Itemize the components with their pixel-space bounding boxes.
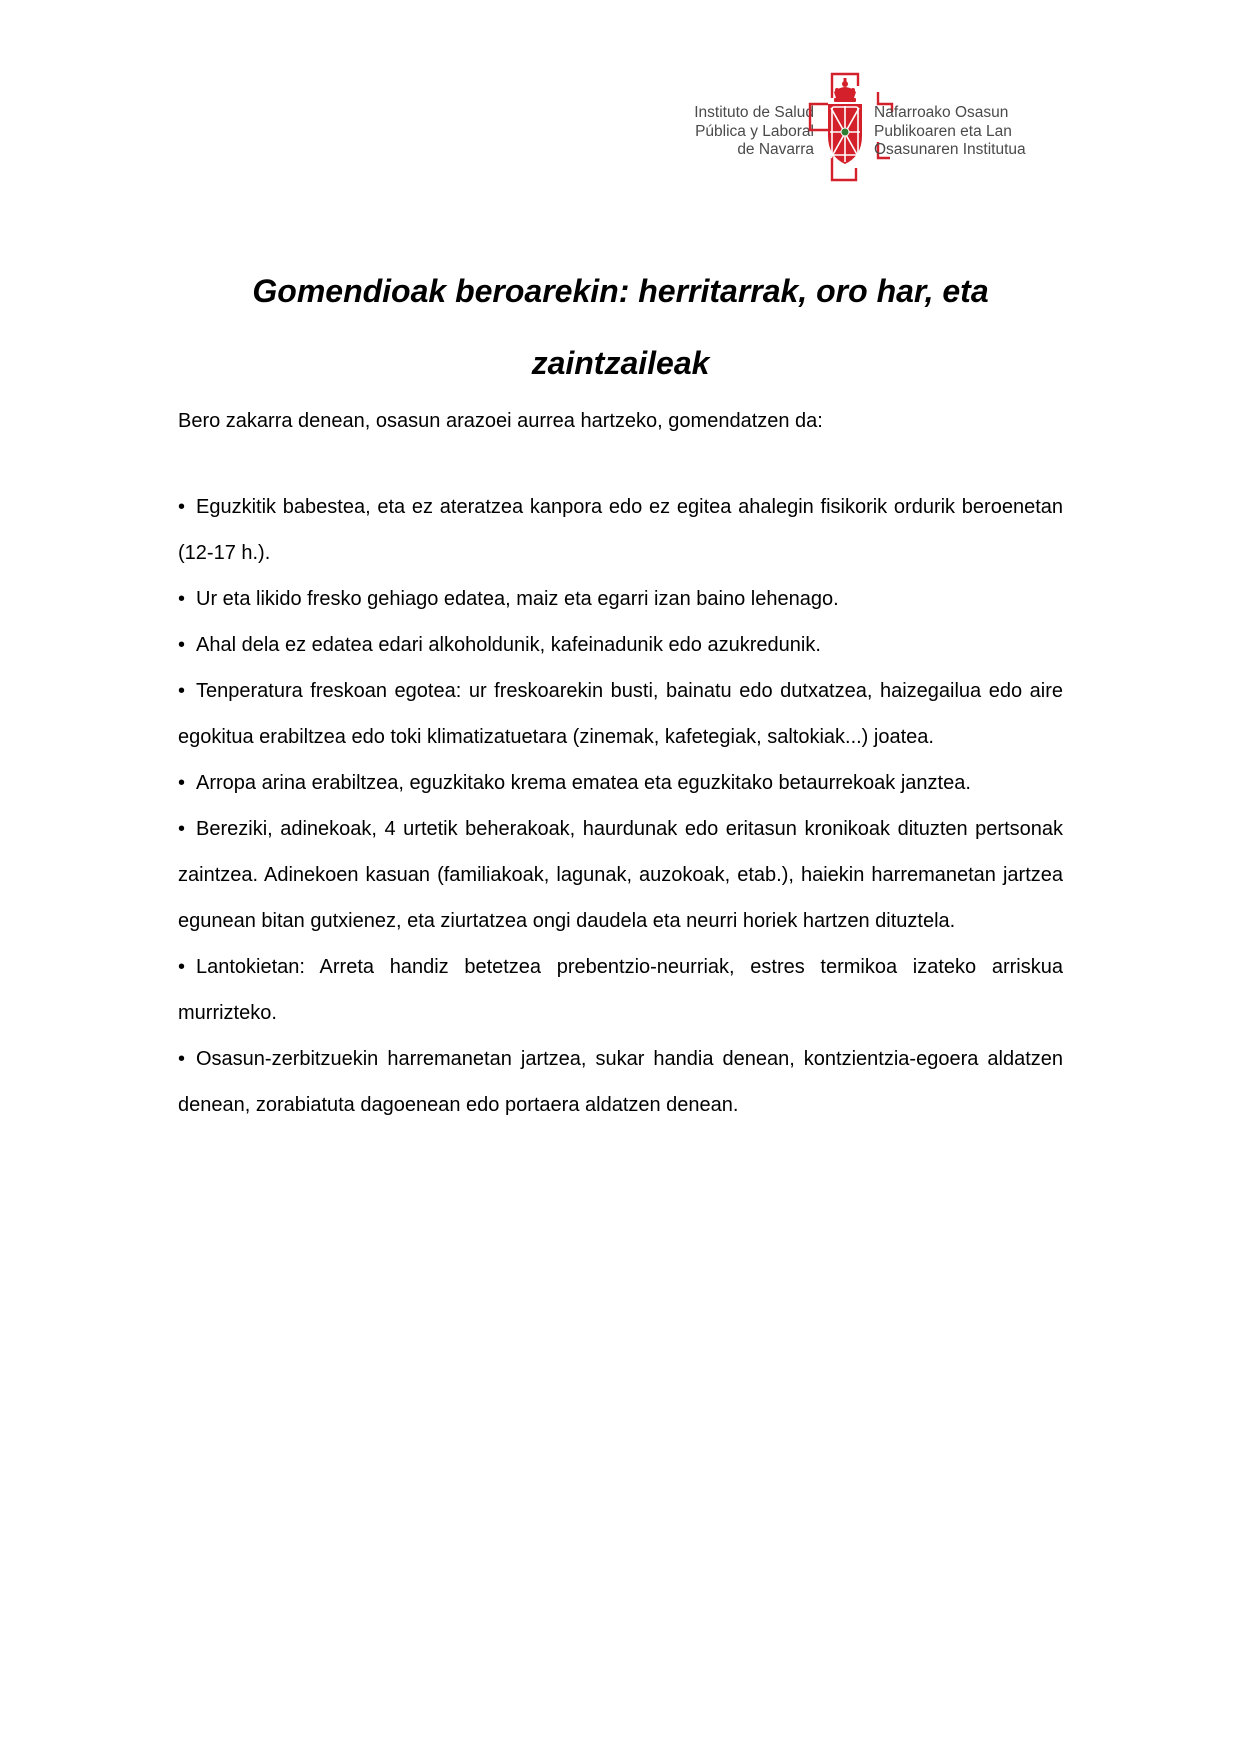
list-item	[178, 668, 1063, 760]
logo-left-line: Instituto de Salud	[694, 104, 814, 121]
list-item-text: Ahal dela ez edatea edari alkoholdunik, kafeinadunik edo azukredunik.	[196, 634, 821, 656]
list-item-text: Eguzkitik babestea, eta ez ateratzea kanpora edo ez egitea ahalegin fisikorik ordurik beroenetan (12-17 h.).	[178, 496, 1063, 564]
page-title	[178, 255, 1063, 399]
list-item	[178, 806, 1063, 944]
intro-paragraph: Bero zakarra denean, osasun arazoei aurrea hartzeko, gomendatzen da:	[178, 410, 823, 432]
title-line: zaintzaileak	[531, 345, 710, 381]
logo-right-line: Nafarroako Osasun	[874, 104, 1009, 121]
list-item-text: Osasun-zerbitzuekin harremanetan jartzea, sukar handia denean, kontzientzia-egoera aldatzen denean, zorabiatuta dagoenean edo portaera aldatzen denean.	[178, 1048, 1063, 1116]
title-line: Gomendioak beroarekin: herritarrak, oro har, eta	[252, 273, 989, 309]
bullet-icon: •	[178, 956, 186, 978]
bullet-icon: •	[178, 1048, 186, 1070]
bullet-icon: •	[178, 634, 186, 656]
list-item	[178, 622, 1063, 668]
list-item-text: Tenperatura freskoan egotea: ur freskoarekin busti, bainatu edo dutxatzea, haizegailua edo aire egokitua erabiltzea edo toki klimatizatuetara (zinemak, kafetegiak, saltokiak...) joatea.	[178, 680, 1063, 748]
bullet-icon: •	[178, 588, 186, 610]
list-item	[178, 760, 1063, 806]
logo-left-line: de Navarra	[737, 141, 814, 158]
list-item	[178, 944, 1063, 1036]
list-item-text: Bereziki, adinekoak, 4 urtetik beherakoak, haurdunak edo eritasun kronikoak dituzten pertsonak zaintzea. Adinekoen kasuan (familiakoak, lagunak, auzokoak, etab.), haiekin harremanetan jartzea egunean bitan gutxienez, eta ziurtatzea ongi daudela eta neurri horiek hartzen dituztela.	[178, 818, 1063, 932]
list-item-text: Arropa arina erabiltzea, eguzkitako krema ematea eta eguzkitako betaurrekoak janztea.	[196, 772, 971, 794]
logo-right-line: Osasunaren Institutua	[874, 141, 1026, 158]
list-item-text: Lantokietan: Arreta handiz betetzea prebentzio-neurriak, estres termikoa izateko arriskua murrizteko.	[178, 956, 1063, 1024]
bullet-icon: •	[178, 680, 186, 702]
bullet-icon: •	[178, 496, 186, 518]
list-item	[178, 484, 1063, 576]
logo-left-line: Pública y Laboral	[695, 122, 814, 140]
recommendations-list	[178, 484, 1063, 1128]
institute-logo	[630, 72, 1070, 182]
logo-right-line: Publikoaren eta Lan	[874, 122, 1012, 140]
logo-basque-name	[874, 104, 1026, 160]
list-item-text: Ur eta likido fresko gehiago edatea, maiz eta egarri izan baino lehenago.	[196, 588, 839, 610]
list-item	[178, 576, 1063, 622]
list-item	[178, 1036, 1063, 1128]
bullet-icon: •	[178, 772, 186, 794]
bullet-icon: •	[178, 818, 186, 840]
